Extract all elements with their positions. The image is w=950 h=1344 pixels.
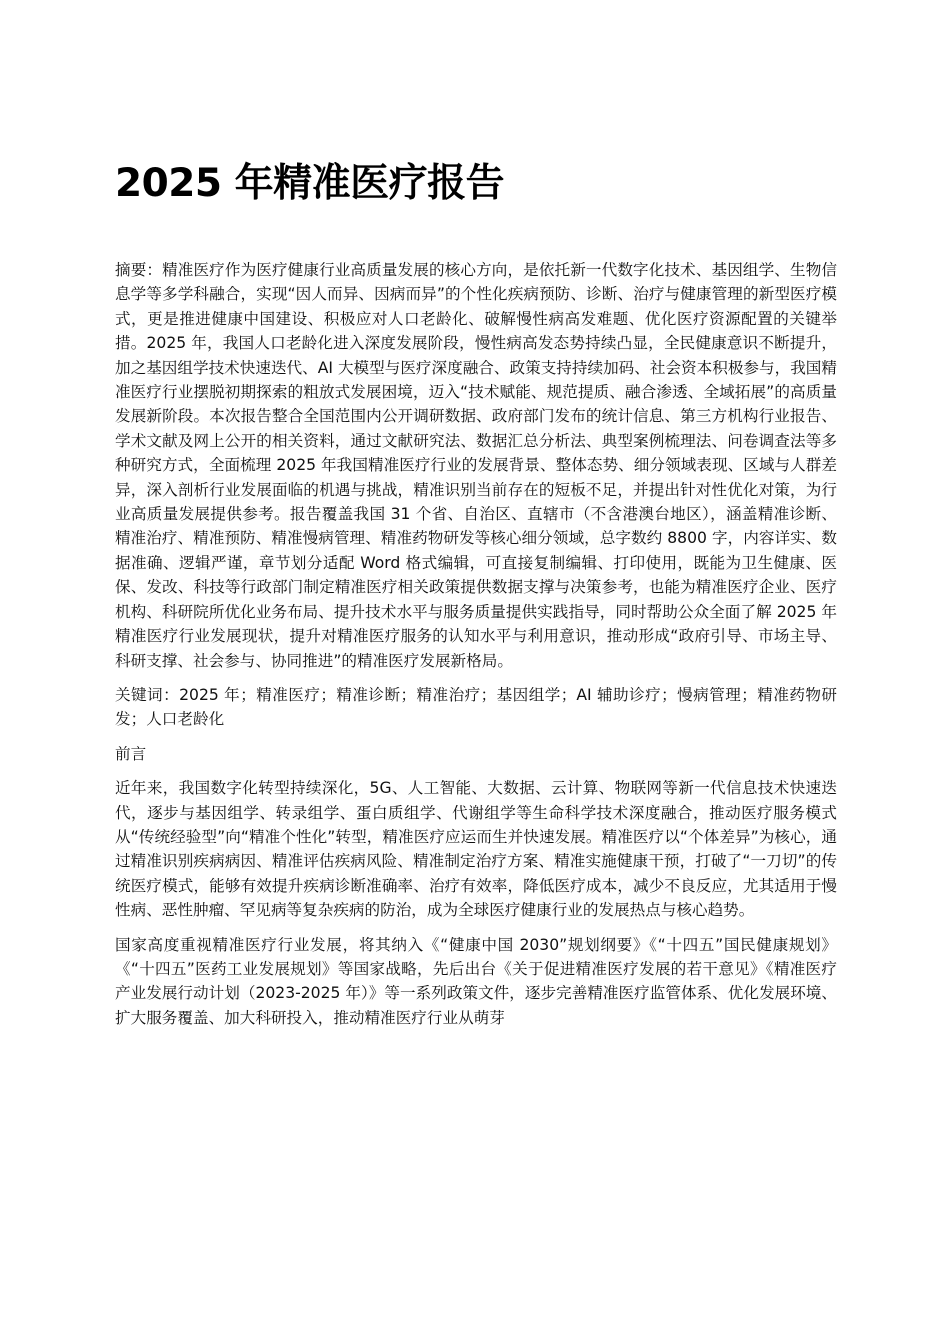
preface-paragraph-2: 国家高度重视精准医疗行业发展，将其纳入《“健康中国 2030”规划纲要》《“十四五”国民健康规划》《“十四五”医药工业发展规划》等国家战略，先后出台《关于促进精准医疗发展的若干意见》《精准医疗产业发展行动计划（2023-2025 年）》等一系列政策文件，逐步完善精准医疗监管体系、优化发展环境、扩大服务覆盖、加大科研投入，推动精准医疗行业从萌芽 — [115, 935, 837, 1027]
preface-paragraph-1: 近年来，我国数字化转型持续深化，5G、人工智能、大数据、云计算、物联网等新一代信息技术快速迭代，逐步与基因组学、转录组学、蛋白质组学、代谢组学等生命科学技术深度融合，推动医疗服务模式从“传统经验型”向“精准个性化”转型，精准医疗应运而生并快速发展。精准医疗以“个体差异”为核心，通过精准识别疾病病因、精准评估疾病风险、精准制定治疗方案、精准实施健康干预，打破了“一刀切”的传统医疗模式，能够有效提升疾病诊断准确率、治疗有效率，降低医疗成本，减少不良反应，尤其适用于慢性病、恶性肿瘤、罕见病等复杂疾病的防治，成为全球医疗健康行业的发展热点与核心趋势。 — [115, 779, 837, 920]
abstract-paragraph: 摘要：精准医疗作为医疗健康行业高质量发展的核心方向，是依托新一代数字化技术、基因组学、生物信息学等多学科融合，实现“因人而异、因病而异”的个性化疾病预防、诊断、治疗与健康管理的新型医疗模式，更是推进健康中国建设、积极应对人口老龄化、破解慢性病高发难题、优化医疗资源配置的关键举措。2025 年，我国人口老龄化进入深度发展阶段，慢性病高发态势持续凸显，全民健康意识不断提升，加之基因组学技术快速迭代、AI 大模型与医疗深度融合、政策支持持续加码、社会资本积极参与，我国精准医疗行业摆脱初期探索的粗放式发展困境，迈入“技术赋能、规范提质、融合渗透、全域拓展”的高质量发展新阶段。本次报告整合全国范围内公开调研数据、政府部门发布的统计信息、第三方机构行业报告、学术文献及网上公开的相关资料，通过文献研究法、数据汇总分析法、典型案例梳理法、问卷调查法等多种研究方式，全面梳理 2025 年我国精准医疗行业的发展背景、整体态势、细分领域表现、区域与人群差异，深入剖析行业发展面临的机遇与挑战，精准识别当前存在的短板不足，并提出针对性优化对策，为行业高质量发展提供参考。报告覆盖我国 31 个省、自治区、直辖市（不含港澳台地区），涵盖精准诊断、精准治疗、精准预防、精准慢病管理、精准药物研发等核心细分领域，总字数约 8800 字，内容详实、数据准确、逻辑严谨，章节划分适配 Word 格式编辑，可直接复制编辑、打印使用，既能为卫生健康、医保、发改、科技等行政部门制定精准医疗相关政策提供数据支撑与决策参考，也能为精准医疗企业、医疗机构、科研院所优化业务布局、提升技术水平与服务质量提供实践指导，同时帮助公众全面了解 2025 年精准医疗行业发展现状，提升对精准医疗服务的认知水平与利用意识，推动形成“政府引导、市场主导、科研支撑、社会参与、协同推进”的精准医疗发展新格局。 — [115, 261, 837, 670]
document-title: 2025 年精准医疗报告 — [115, 161, 505, 206]
document-body — [115, 258, 837, 1040]
preface-heading: 前言 — [115, 744, 147, 763]
keywords-paragraph: 关键词：2025 年；精准医疗；精准诊断；精准治疗；基因组学；AI 辅助诊疗；慢病管理；精准药物研发；人口老龄化 — [115, 685, 837, 729]
